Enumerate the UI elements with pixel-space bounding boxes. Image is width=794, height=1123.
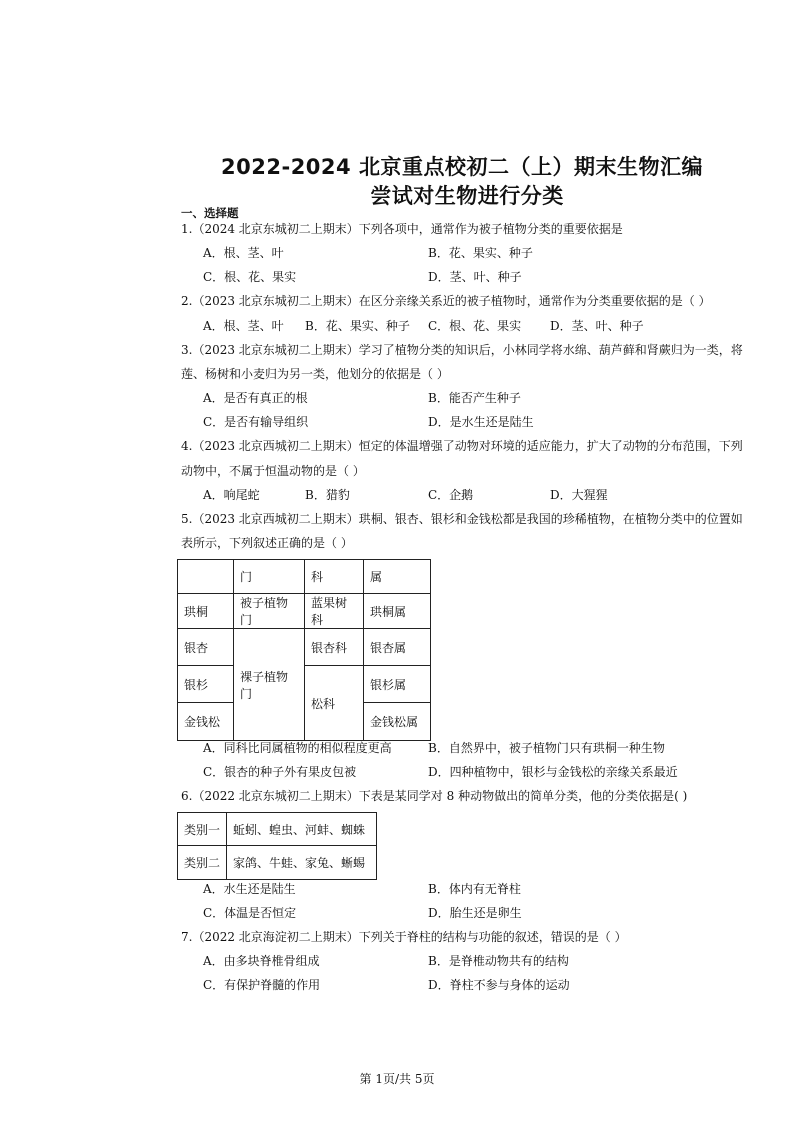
- animal-classification-table: [177, 812, 377, 880]
- q2-option-a: A．根、茎、叶: [203, 319, 284, 333]
- table-row: [178, 594, 431, 629]
- row-family: 蓝果树科: [305, 594, 364, 629]
- q5-stem-line2: 表所示，下列叙述正确的是（ ）: [181, 536, 353, 550]
- q3-option-b: B．能否产生种子: [428, 391, 521, 405]
- q5-option-b: B．自然界中，被子植物门只有珙桐一种生物: [428, 741, 665, 755]
- q6-option-b: B．体内有无脊柱: [428, 882, 521, 896]
- table-row: [178, 666, 431, 703]
- q3-stem-line1: 3.（2023 北京东城初二上期末）学习了植物分类的知识后，小林同学将水绵、葫芦藓和肾蕨归为一类，将: [181, 343, 743, 357]
- q5-option-c: C．银杏的种子外有果皮包被: [203, 765, 357, 779]
- q3-option-c: C．是否有输导组织: [203, 415, 309, 429]
- header-phylum: 门: [234, 560, 305, 594]
- q7-stem: 7.（2022 北京海淀初二上期末）下列关于脊柱的结构与功能的叙述，错误的是（ ）: [181, 930, 627, 944]
- q3-option-a: A．是否有真正的根: [203, 391, 308, 405]
- q5-stem-line1: 5.（2023 北京西城初二上期末）珙桐、银杏、银杉和金钱松都是我国的珍稀植物，在植物分类中的位置如: [181, 512, 743, 526]
- document-title: 2022-2024 北京重点校初二（上）期末生物汇编: [221, 155, 703, 179]
- q1-stem: 1.（2024 北京东城初二上期末）下列各项中，通常作为被子植物分类的重要依据是: [181, 222, 623, 236]
- row-phylum-merged: 裸子植物门: [234, 629, 305, 741]
- q4-option-a: A．响尾蛇: [203, 488, 260, 502]
- q6-option-a: A．水生还是陆生: [203, 882, 296, 896]
- q6-stem: 6.（2022 北京东城初二上期末）下表是某同学对 8 种动物做出的简单分类，他的分类依据是( ): [181, 789, 688, 803]
- table-row: [178, 813, 377, 846]
- q6-option-c: C．体温是否恒定: [203, 906, 297, 920]
- q2-option-c: C．根、花、果实: [428, 319, 522, 333]
- row-family-merged: 松科: [305, 666, 364, 741]
- row-genus: 银杉属: [364, 666, 431, 703]
- q7-option-a: A．由多块脊椎骨组成: [203, 954, 320, 968]
- q4-stem-line1: 4.（2023 北京西城初二上期末）恒定的体温增强了动物对环境的适应能力，扩大了动物的分布范围，下列: [181, 439, 743, 453]
- q4-option-d: D．大猩猩: [550, 488, 608, 502]
- q1-option-b: B．花、果实、种子: [428, 246, 533, 260]
- header-genus: 属: [364, 560, 431, 594]
- q5-option-a: A．同科比同属植物的相似程度更高: [203, 741, 392, 755]
- page-number-footer: 第 1页/共 5页: [359, 1072, 435, 1086]
- row-family: 银杏科: [305, 629, 364, 666]
- q4-option-c: C．企鹅: [428, 488, 474, 502]
- plant-classification-table: [177, 559, 431, 741]
- category-content: 家鸽、牛蛙、家兔、蜥蜴: [227, 846, 377, 880]
- row-name: 银杉: [178, 666, 234, 703]
- table-row: [178, 846, 377, 880]
- q1-option-c: C．根、花、果实: [203, 270, 297, 284]
- q2-option-d: D．茎、叶、种子: [550, 319, 644, 333]
- q3-stem-line2: 莲、杨树和小麦归为另一类，他划分的依据是（ ）: [181, 367, 449, 381]
- q2-option-b: B．花、果实、种子: [305, 319, 410, 333]
- row-genus: 金钱松属: [364, 703, 431, 741]
- category-label: 类别一: [178, 813, 227, 846]
- table-corner-cell: [178, 560, 234, 594]
- category-content: 蚯蚓、蝗虫、河蚌、蜘蛛: [227, 813, 377, 846]
- section-heading: 一、选择题: [181, 206, 239, 220]
- row-name: 珙桐: [178, 594, 234, 629]
- q6-option-d: D．胎生还是卵生: [428, 906, 522, 920]
- q2-stem: 2.（2023 北京东城初二上期末）在区分亲缘关系近的被子植物时，通常作为分类重要依据的是（ ）: [181, 294, 711, 308]
- q4-stem-line2: 动物中，不属于恒温动物的是（ ）: [181, 464, 365, 478]
- row-phylum: 被子植物门: [234, 594, 305, 629]
- q7-option-b: B．是脊椎动物共有的结构: [428, 954, 569, 968]
- document-subtitle: 尝试对生物进行分类: [370, 184, 564, 208]
- q5-option-d: D．四种植物中，银杉与金钱松的亲缘关系最近: [428, 765, 678, 779]
- q7-option-d: D．脊柱不参与身体的运动: [428, 978, 570, 992]
- q1-option-a: A．根、茎、叶: [203, 246, 284, 260]
- row-genus: 珙桐属: [364, 594, 431, 629]
- q3-option-d: D．是水生还是陆生: [428, 415, 534, 429]
- row-name: 银杏: [178, 629, 234, 666]
- row-name: 金钱松: [178, 703, 234, 741]
- header-family: 科: [305, 560, 364, 594]
- row-genus: 银杏属: [364, 629, 431, 666]
- q7-option-c: C．有保护脊髓的作用: [203, 978, 321, 992]
- q1-option-d: D．茎、叶、种子: [428, 270, 522, 284]
- category-label: 类别二: [178, 846, 227, 880]
- q4-option-b: B．猎豹: [305, 488, 350, 502]
- table-row: [178, 629, 431, 666]
